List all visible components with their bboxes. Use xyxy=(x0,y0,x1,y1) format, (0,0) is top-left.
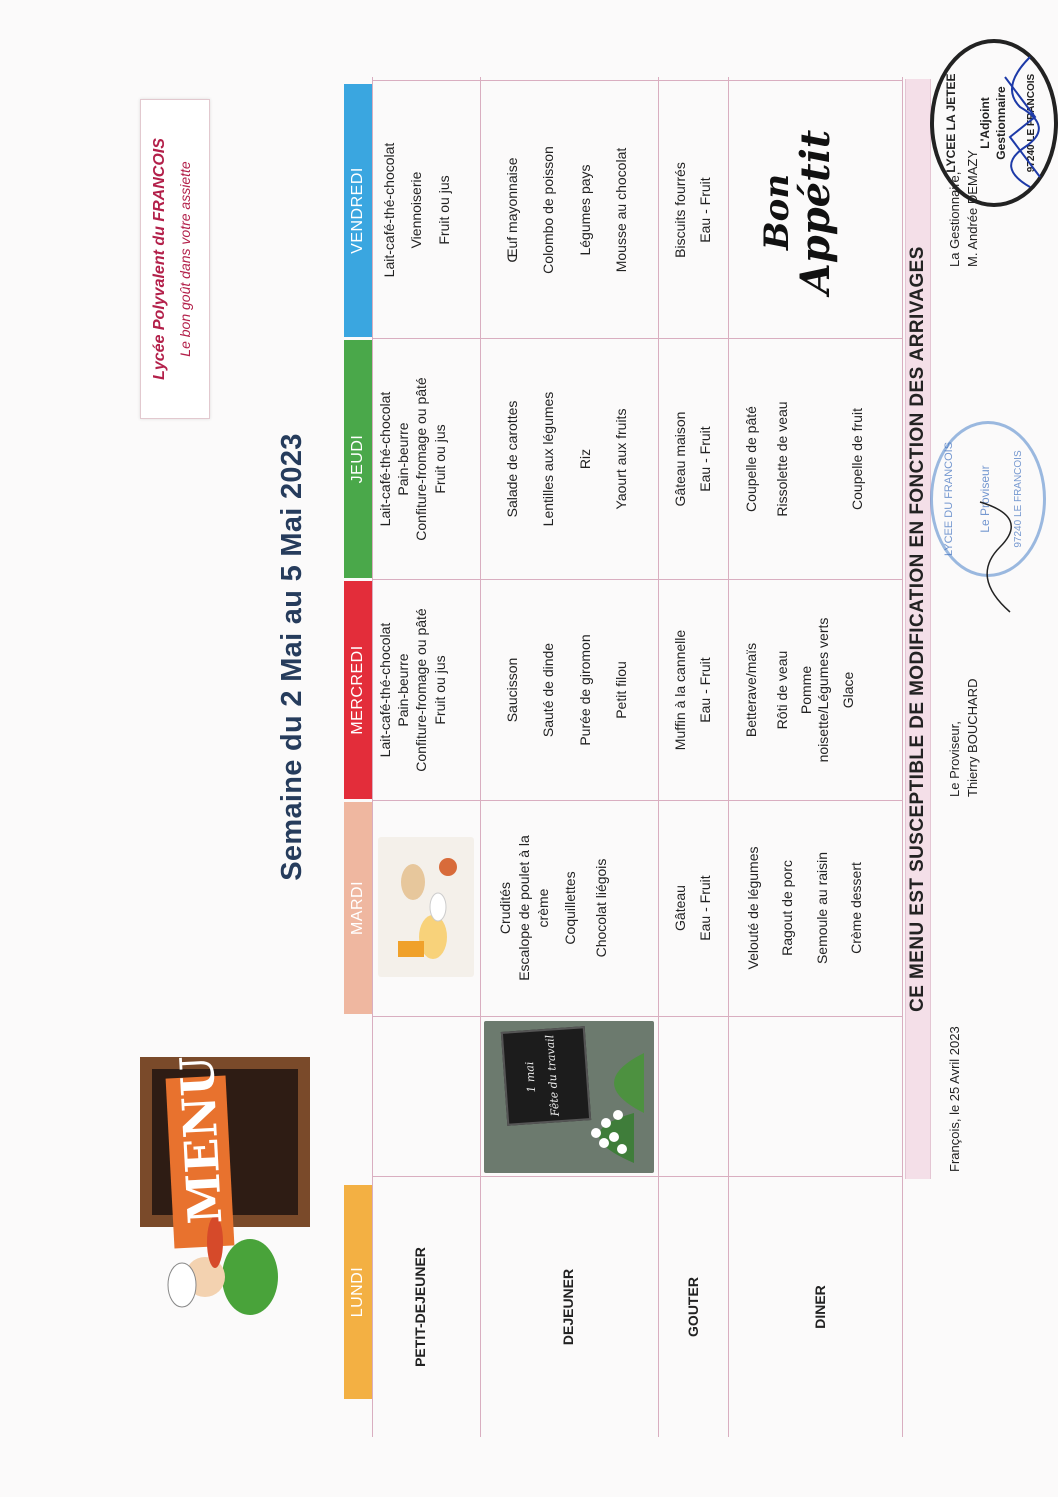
stamp-text: 97240 LE FRANCOIS xyxy=(1026,73,1037,173)
menu-item: Eau - Fruit xyxy=(696,426,713,492)
cell-petit-dejeuner-mercredi xyxy=(376,583,449,797)
grid-line xyxy=(902,77,903,1437)
row-label-dejeuner: DEJEUNER xyxy=(560,1268,576,1346)
proviseur-block xyxy=(946,679,981,797)
menu-item: Betterave/maïs xyxy=(743,642,759,738)
menu-item: Purée de giromon xyxy=(576,634,593,746)
stamp-text: Gestionnaire xyxy=(994,86,1008,160)
bon-appetit-line: Bon xyxy=(757,173,797,251)
school-slogan: Le bon goût dans votre assiette xyxy=(177,161,193,357)
menu-item: crème xyxy=(534,888,551,928)
menu-item: Riz xyxy=(576,448,593,470)
menu-item: Mousse au chocolat xyxy=(613,147,630,273)
cell-diner-jeudi xyxy=(736,342,872,576)
day-header-mercredi: MERCREDI xyxy=(344,581,372,799)
cell-gouter-vendredi xyxy=(668,85,717,335)
menu-item: Fruit ou jus xyxy=(431,424,448,494)
menu-item: Gâteau xyxy=(672,885,688,931)
day-header-mardi: MARDI xyxy=(344,802,372,1014)
grid-line xyxy=(372,80,902,81)
cell-diner-mardi xyxy=(736,803,873,1013)
row-label-petit-dejeuner: PETIT-DEJEUNER xyxy=(412,1247,428,1367)
grid-line xyxy=(372,800,902,801)
cell-gouter-mercredi xyxy=(668,583,717,797)
menu-item: Velouté de légumes xyxy=(745,846,761,970)
menu-item: Petit filou xyxy=(613,661,630,719)
notice-banner: CE MENU EST SUSCEPTIBLE DE MODIFICATION EN FONCTION DES ARRIVAGES xyxy=(905,79,931,1179)
cell-dejeuner-vendredi xyxy=(494,85,640,335)
grid-line xyxy=(372,338,902,339)
menu-item: Salade de carottes xyxy=(504,400,520,518)
stamp-text: Le Proviseur xyxy=(978,465,992,533)
grid-line xyxy=(658,77,659,1437)
row-label-diner: DINER xyxy=(812,1285,828,1329)
cell-gouter-mardi xyxy=(668,803,717,1013)
menu-item: Semoule au raisin xyxy=(813,851,830,965)
menu-item: Coquillettes xyxy=(561,871,578,945)
menu-item: Yaourt aux fruits xyxy=(613,408,630,510)
day-header-lundi: LUNDI xyxy=(344,1185,372,1399)
menu-item: Légumes pays xyxy=(576,164,593,256)
lily-photo xyxy=(484,1021,654,1173)
cell-dejeuner-mercredi xyxy=(494,583,640,797)
menu-item: Confiture-fromage ou pâté xyxy=(413,377,430,541)
menu-item: Ragout de porc xyxy=(779,860,796,956)
row-label-gouter: GOUTER xyxy=(685,1277,701,1337)
menu-item: Colombo de poisson xyxy=(540,146,557,274)
grid-line xyxy=(480,77,481,1437)
day-header-jeudi: JEUDI xyxy=(344,340,372,578)
menu-item: noisette/Légumes verts xyxy=(815,617,832,763)
bon-appetit-line: Appétit xyxy=(792,129,839,295)
menu-item: Biscuits fourrés xyxy=(672,162,688,258)
menu-item: Gâteau maison xyxy=(672,411,688,507)
cell-gouter-jeudi xyxy=(668,342,717,576)
bon-appetit-image xyxy=(757,117,839,307)
signature xyxy=(990,47,1050,197)
cell-diner-mercredi xyxy=(736,583,863,797)
cell-petit-dejeuner-jeudi xyxy=(376,342,449,576)
grid-line xyxy=(372,77,373,1437)
menu-item: Pain-beurre xyxy=(395,653,412,727)
page-title: Semaine du 2 Mai au 5 Mai 2023 xyxy=(276,433,308,881)
sign-line: Fête du travail xyxy=(543,1034,562,1117)
menu-item: Œuf mayonnaise xyxy=(504,157,520,263)
cell-dejeuner-jeudi xyxy=(494,342,640,576)
menu-item: Pain-beurre xyxy=(395,422,412,496)
menu-item: Muffin à la cannelle xyxy=(672,629,688,751)
menu-item: Fruit ou jus xyxy=(431,655,448,725)
menu-item: Crème dessert xyxy=(847,862,864,954)
school-box xyxy=(140,99,210,419)
menu-item: Viennoiserie xyxy=(408,171,425,249)
menu-item: Saucisson xyxy=(504,657,520,723)
menu-item: Eau - Fruit xyxy=(696,177,713,243)
logo-text: MENU xyxy=(169,1054,233,1226)
grid-line xyxy=(728,77,729,1437)
menu-item: Lait-café-thé-chocolat xyxy=(381,142,397,278)
school-name: Lycée Polyvalent du FRANCOIS xyxy=(151,138,168,380)
grid-line xyxy=(372,1016,902,1017)
menu-item: Lait-café-thé-chocolat xyxy=(377,622,393,758)
menu-item: Rôti de veau xyxy=(773,650,790,730)
footer-date: François, le 25 Avril 2023 xyxy=(947,1026,962,1172)
signature xyxy=(960,497,1020,617)
menu-logo xyxy=(110,1047,320,1347)
menu-item: Glace xyxy=(839,671,856,709)
menu-item: Lait-café-thé-chocolat xyxy=(377,391,393,527)
menu-item: Rissolette de veau xyxy=(773,401,790,517)
menu-item: Sauté de dinde xyxy=(540,642,557,738)
menu-item: Lentilles aux légumes xyxy=(540,391,557,527)
menu-item: Pomme xyxy=(797,665,814,715)
proviseur-name: Thierry BOUCHARD xyxy=(964,678,980,797)
gestionnaire-name: M. Andrée DEMAZY xyxy=(964,149,980,267)
menu-item: Eau - Fruit xyxy=(696,657,713,723)
gestionnaire-title: La Gestionnaire, xyxy=(947,171,962,267)
cell-dejeuner-mardi xyxy=(496,803,610,1013)
grid-line xyxy=(372,579,902,580)
menu-item: Fruit ou jus xyxy=(435,175,452,245)
menu-item: Coupelle de fruit xyxy=(848,408,865,510)
stamp-text: LYCEE LA JETEE xyxy=(944,73,958,173)
menu-item: Eau - Fruit xyxy=(696,875,713,941)
breakfast-photo xyxy=(378,837,474,977)
stamp-text: LYCEE DU FRANCOIS xyxy=(943,441,955,557)
stamp-text: L'Adjoint xyxy=(978,97,992,149)
cell-petit-dejeuner-vendredi xyxy=(376,85,458,335)
menu-item: Escalope de poulet à la xyxy=(515,835,532,981)
menu-item: Chocolat liégois xyxy=(592,858,609,958)
menu-item: Crudités xyxy=(497,881,513,935)
sign-line: 1 mai xyxy=(522,1061,539,1094)
proviseur-title: Le Proviseur, xyxy=(947,721,962,797)
stamp-text: 97240 LE FRANCOIS xyxy=(1013,450,1024,548)
menu-item: Coupelle de pâté xyxy=(743,406,759,512)
menu-item: Confiture-fromage ou pâté xyxy=(413,608,430,772)
day-header-vendredi: VENDREDI xyxy=(344,84,372,337)
